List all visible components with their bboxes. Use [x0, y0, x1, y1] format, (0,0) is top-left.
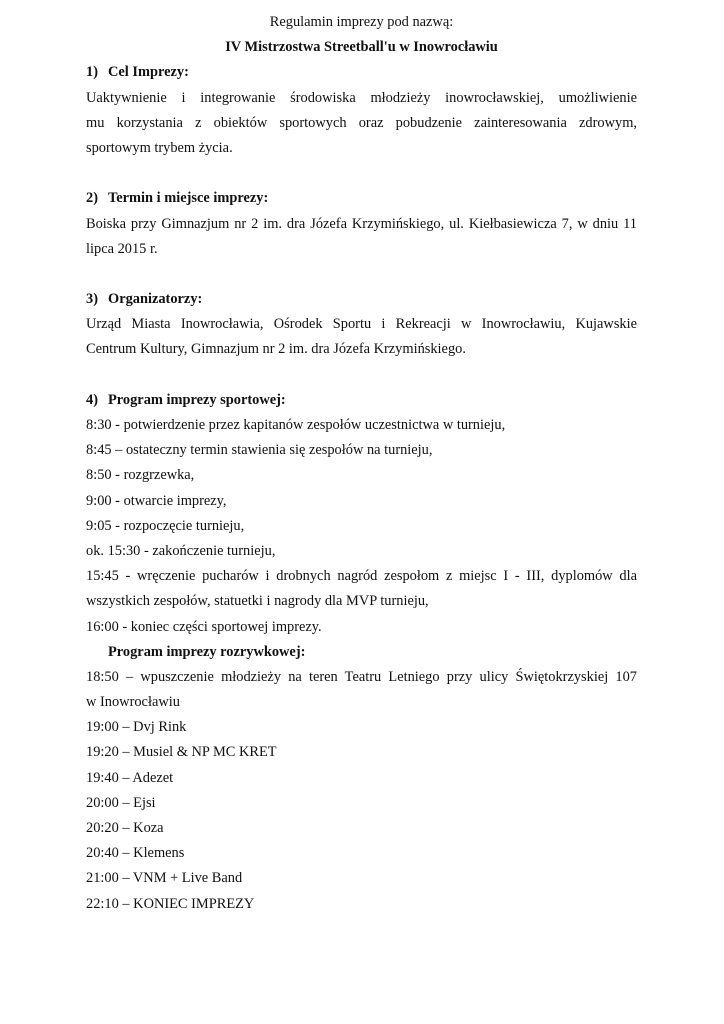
- entertainment-item: 20:40 – Klemens: [86, 845, 185, 862]
- event-name: IV Mistrzostwa Streetball'u w Inowrocławiu: [225, 39, 498, 56]
- entertainment-item: 22:10 – KONIEC IMPREZY: [86, 895, 255, 912]
- section-3-line: Centrum Kultury, Gimnazjum nr 2 im. dra Józefa Krzymińskiego.: [86, 341, 466, 358]
- schedule-item: 16:00 - koniec części sportowej imprezy.: [86, 618, 322, 635]
- schedule-item: wszystkich zespołów, statuetki i nagrody dla MVP turnieju,: [86, 593, 429, 610]
- entertainment-item: w Inowrocławiu: [86, 694, 180, 711]
- section-3-line: Urząd Miasta Inowrocławia, Ośrodek Sportu i Rekreacji w Inowrocławiu, Kujawskie: [86, 316, 637, 333]
- schedule-item: 15:45 - wręczenie pucharów i drobnych nagród zespołom z miejsc I - III, dyplomów dla: [86, 568, 637, 585]
- section-1-line: sportowym trybem życia.: [86, 139, 233, 156]
- section-3-number: 3): [86, 291, 98, 308]
- section-2-line: Boiska przy Gimnazjum nr 2 im. dra Józefa Krzymińskiego, ul. Kiełbasiewicza 7, w dniu 11: [86, 215, 637, 232]
- spacer: [86, 363, 637, 388]
- entertainment-heading: Program imprezy rozrywkowej:: [108, 643, 306, 660]
- entertainment-item: 19:20 – Musiel & NP MC KRET: [86, 744, 277, 761]
- section-1-line: Uaktywnienie i integrowanie środowiska młodzieży inowrocławskiej, umożliwienie: [86, 89, 637, 106]
- entertainment-item: 20:20 – Koza: [86, 820, 164, 836]
- entertainment-item: 21:00 – VNM + Live Band: [86, 870, 243, 887]
- section-1-title: Cel Imprezy:: [108, 64, 189, 81]
- entertainment-item: 18:50 – wpuszczenie młodzieży na teren Teatru Letniego przy ulicy Świętokrzyskiej 107: [86, 668, 637, 685]
- entertainment-item: 19:40 – Adezet: [86, 769, 174, 786]
- section-2-title: Termin i miejsce imprezy:: [108, 190, 269, 207]
- schedule-item: 8:50 - rozgrzewka,: [86, 467, 195, 484]
- entertainment-item: 20:00 – Ejsi: [86, 794, 156, 811]
- section-1-number: 1): [86, 64, 98, 81]
- section-4-number: 4): [86, 391, 98, 408]
- spacer: [86, 262, 637, 287]
- schedule-item: 9:05 - rozpoczęcie turnieju,: [86, 517, 245, 534]
- section-2-number: 2): [86, 190, 98, 207]
- section-3-title: Organizatorzy:: [108, 291, 203, 308]
- schedule-item: 9:00 - otwarcie imprezy,: [86, 492, 227, 509]
- section-1-heading: [86, 60, 637, 85]
- document-page: [86, 10, 637, 917]
- section-4-heading: [86, 388, 637, 413]
- schedule-item: 8:30 - potwierdzenie przez kapitanów zespołów uczestnictwa w turnieju,: [86, 417, 506, 433]
- section-2-heading: [86, 186, 637, 211]
- schedule-item: 8:45 – ostateczny termin stawienia się zespołów na turnieju,: [86, 442, 433, 459]
- section-1-line: mu korzystania z obiektów sportowych oraz pobudzenie zainteresowania zdrowym,: [86, 114, 637, 131]
- section-4-title: Program imprezy sportowej:: [108, 391, 286, 408]
- entertainment-item: 19:00 – Dvj Rink: [86, 719, 187, 736]
- section-2-line: lipca 2015 r.: [86, 240, 158, 257]
- spacer: [86, 161, 637, 186]
- section-3-heading: [86, 287, 637, 312]
- document-title: Regulamin imprezy pod nazwą:: [269, 14, 454, 30]
- schedule-item: ok. 15:30 - zakończenie turnieju,: [86, 542, 276, 559]
